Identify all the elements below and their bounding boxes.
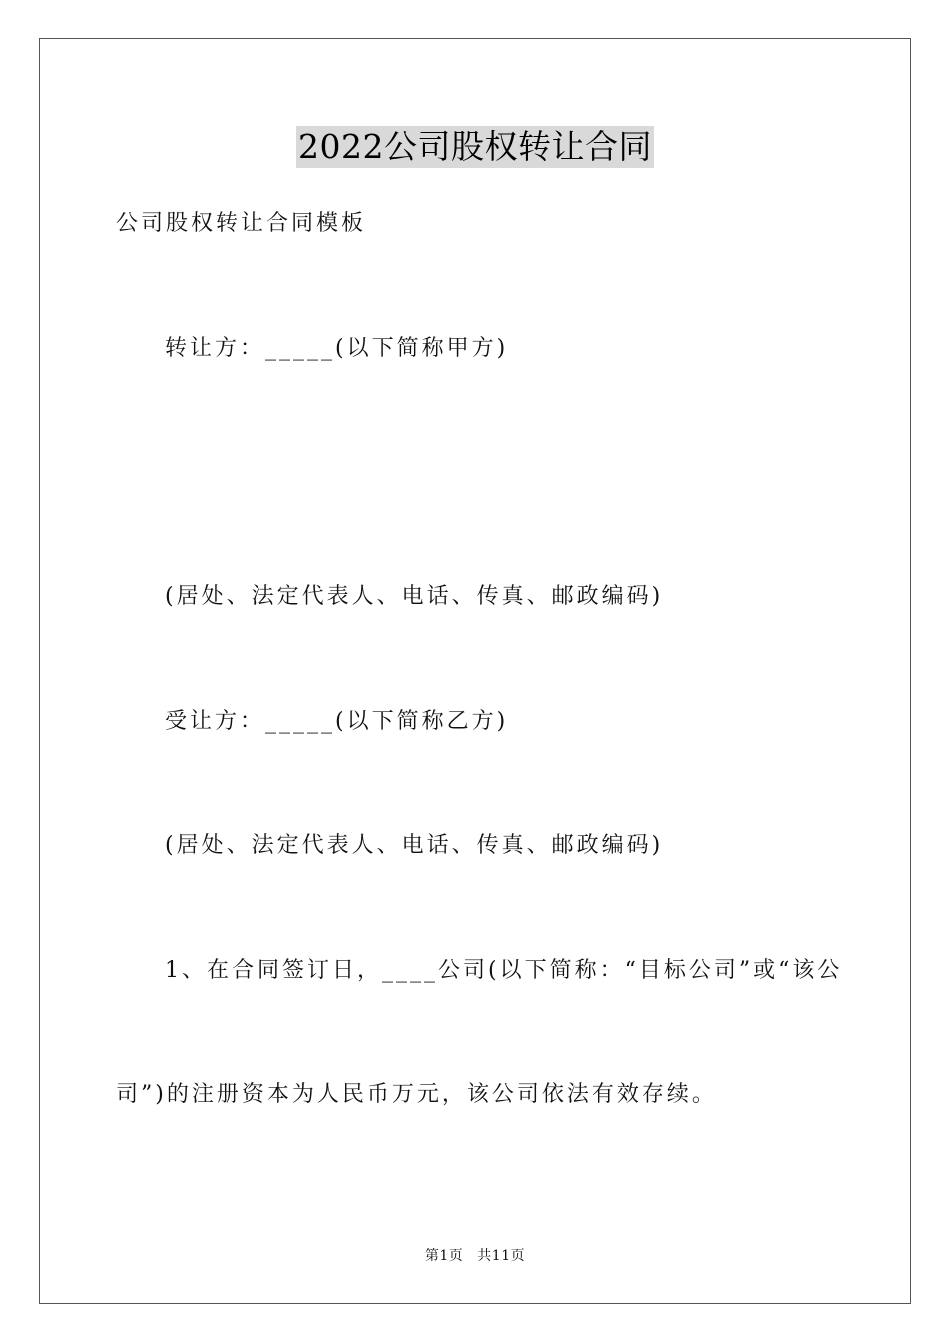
title-container [0, 126, 950, 168]
page-number-total: 共11页 [477, 1248, 526, 1264]
page-footer [0, 1246, 950, 1266]
page-number-current: 第1页 [424, 1248, 464, 1264]
transferee-line: 受让方：_____(以下简称乙方) [165, 709, 509, 734]
document-title: 2022公司股权转让合同 [298, 127, 652, 166]
transferor-info-line: (居处、法定代表人、电话、传真、邮政编码) [165, 584, 664, 609]
transferee-info-line: (居处、法定代表人、电话、传真、邮政编码) [165, 833, 664, 858]
document-subtitle: 公司股权转让合同模板 [116, 211, 367, 236]
transferor-line: 转让方：_____(以下简称甲方) [165, 336, 509, 361]
clause-1-line-1: 1、在合同签订日，____公司(以下简称：“目标公司”或“该公 [165, 958, 843, 983]
clause-1-line-2: 司”)的注册资本为人民币万元，该公司依法有效存续。 [116, 1082, 717, 1107]
